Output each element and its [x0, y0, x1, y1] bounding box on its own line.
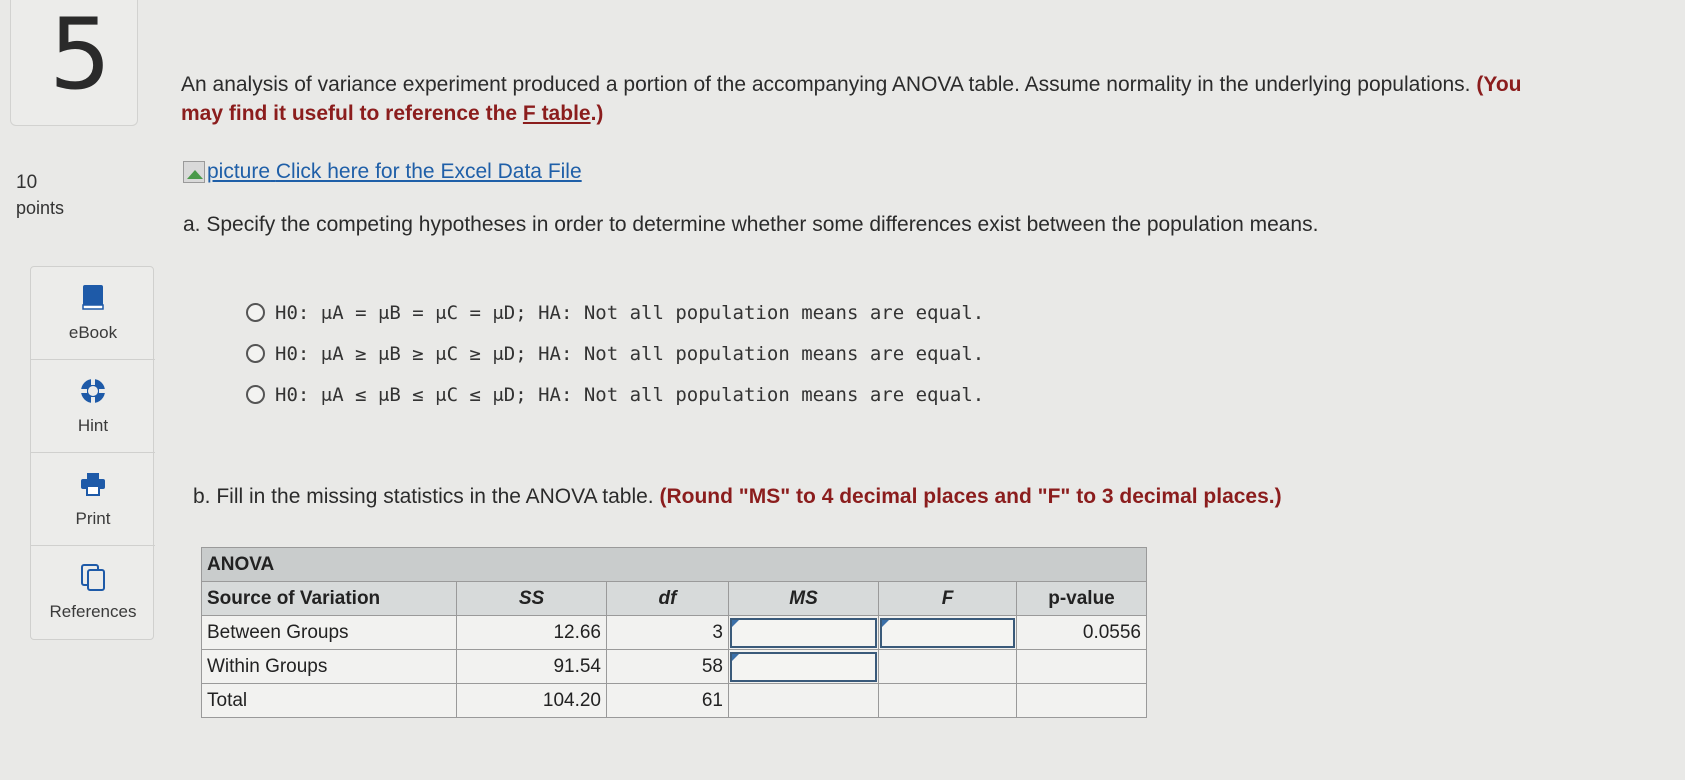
p-value-cell [1017, 650, 1147, 684]
hypothesis-option[interactable] [246, 333, 984, 374]
print-label: Print [75, 509, 111, 528]
printer-icon [78, 469, 108, 499]
references-label: References [49, 602, 137, 621]
f-table-link[interactable]: F table [522, 102, 591, 125]
question-number-box [10, 0, 138, 126]
table-header-row [202, 582, 1147, 616]
empty-cell [729, 684, 879, 718]
table-row [202, 684, 1147, 718]
col-header-p-value: p-value [1017, 582, 1147, 616]
print-tool[interactable] [31, 453, 155, 546]
empty-cell [879, 684, 1017, 718]
hypothesis-option[interactable] [246, 292, 984, 333]
broken-image-icon [183, 161, 205, 183]
tools-panel [30, 266, 154, 640]
df-cell: 61 [607, 684, 729, 718]
part-b-text: b. Fill in the missing statistics in the ANOVA table. (Round "MS" to 4 decimal places and "F" to 3 decimal places.) [193, 485, 1282, 508]
hint-text: (You may find it useful to reference the F table.) [181, 73, 1522, 125]
ss-cell: 104.20 [457, 684, 607, 718]
f-input[interactable] [880, 618, 1015, 648]
col-header-source: Source of Variation [202, 582, 457, 616]
row-label: Between Groups [202, 616, 457, 650]
question-prompt [181, 70, 1561, 128]
excel-link-text: Click here for the Excel Data File [275, 160, 582, 183]
radio-button[interactable] [246, 385, 265, 404]
points-label: points [16, 198, 65, 218]
row-label: Within Groups [202, 650, 457, 684]
points-value: 10 [16, 172, 38, 193]
col-header-ss: SS [457, 582, 607, 616]
rounding-instruction: (Round "MS" to 4 decimal places and "F" to 3 decimal places.) [659, 485, 1282, 508]
ms-within-input[interactable] [730, 652, 877, 682]
ss-cell: 12.66 [457, 616, 607, 650]
ss-cell: 91.54 [457, 650, 607, 684]
part-a-text: a. Specify the competing hypotheses in order to determine whether some differences exist between the population means. [183, 213, 1319, 236]
ms-between-input[interactable] [730, 618, 877, 648]
prompt-text: An analysis of variance experiment produced a portion of the accompanying ANOVA table. Assume normality in the underlying populations. [181, 73, 1471, 96]
table-row [202, 650, 1147, 684]
option-label: H0: μA ≤ μB ≤ μC ≤ μD; HA: Not all population means are equal. [275, 383, 985, 406]
ms-within-cell [729, 650, 879, 684]
p-value-cell [1017, 684, 1147, 718]
anova-title: ANOVA [202, 548, 1147, 582]
references-tool[interactable] [31, 546, 155, 639]
col-header-df: df [607, 582, 729, 616]
hypothesis-option[interactable] [246, 374, 984, 415]
question-number: 5 [49, 0, 112, 112]
hypothesis-options [246, 292, 984, 415]
row-label: Total [202, 684, 457, 718]
hint-tool[interactable] [31, 360, 155, 453]
radio-button[interactable] [246, 303, 265, 322]
col-header-ms: MS [729, 582, 879, 616]
hint-label: Hint [77, 416, 109, 435]
excel-data-link[interactable] [183, 160, 582, 184]
f-cell [879, 616, 1017, 650]
col-header-f: F [879, 582, 1017, 616]
excel-alt-text: picture [207, 160, 271, 183]
p-value-cell: 0.0556 [1017, 616, 1147, 650]
copy-icon [78, 562, 108, 592]
ebook-tool[interactable] [31, 267, 155, 360]
option-label: H0: μA = μB = μC = μD; HA: Not all population means are equal. [275, 301, 985, 324]
anova-table [201, 547, 1147, 718]
table-row [202, 616, 1147, 650]
ms-between-cell [729, 616, 879, 650]
ebook-label: eBook [68, 323, 118, 342]
empty-cell [879, 650, 1017, 684]
option-label: H0: μA ≥ μB ≥ μC ≥ μD; HA: Not all population means are equal. [275, 342, 985, 365]
df-cell: 58 [607, 650, 729, 684]
radio-button[interactable] [246, 344, 265, 363]
lifebuoy-icon [78, 376, 108, 406]
df-cell: 3 [607, 616, 729, 650]
book-icon [78, 283, 108, 313]
